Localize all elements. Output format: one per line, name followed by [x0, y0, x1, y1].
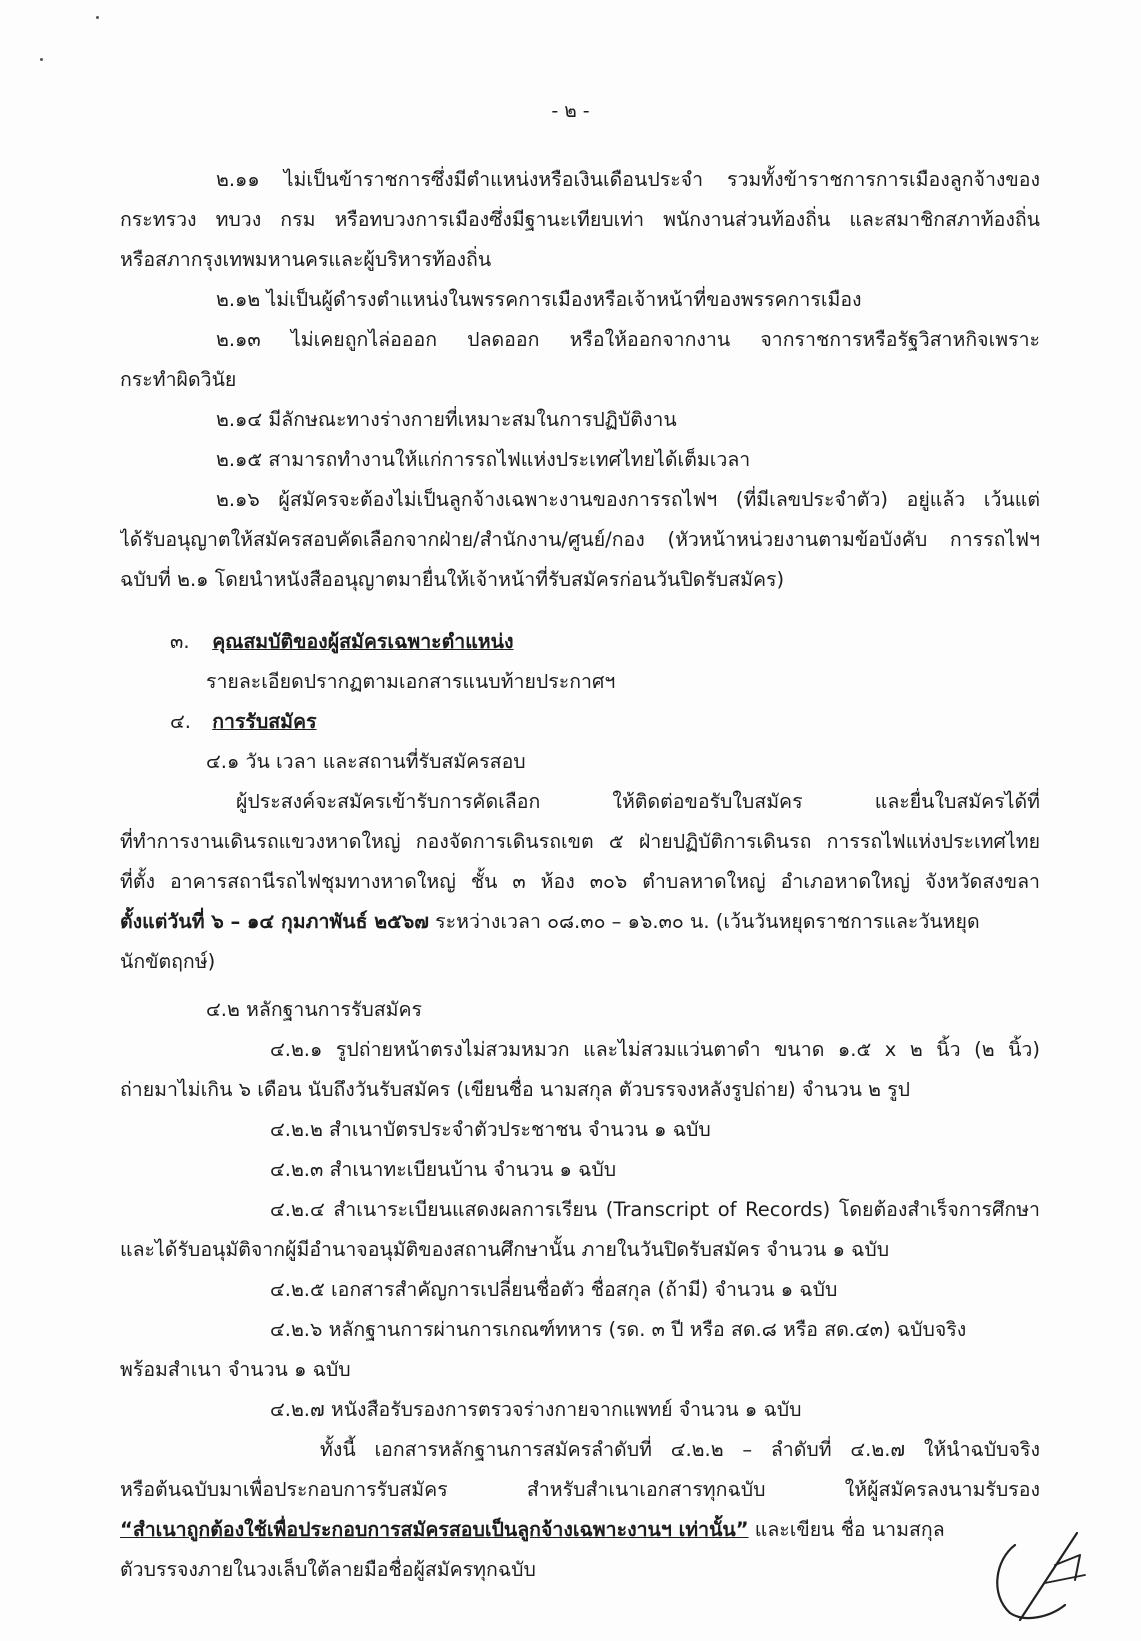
item-4-2-4-line-1: ๔.๒.๔ สำเนาระเบียนแสดงผลการเรียน (Transcript of Records) โดยต้องสำเร็จการศึกษา [270, 1198, 1040, 1221]
clause-2-11-line-1: ๒.๑๑ ไม่เป็นข้าราชการซึ่งมีตำแหน่งหรือเงินเดือนประจำ รวมทั้งข้าราชการการเมืองลูกจ้างของ [216, 168, 1040, 191]
section-4-number: ๔. [170, 710, 191, 733]
section-3-number: ๓. [170, 630, 190, 653]
application-period: ตั้งแต่วันที่ ๖ – ๑๔ กุมภาพันธ์ ๒๕๖๗ [120, 910, 429, 933]
scan-speck [96, 16, 99, 19]
clause-2-15: ๒.๑๕ สามารถทำงานให้แก่การรถไฟแห่งประเทศไทยได้เต็มเวลา [216, 448, 751, 471]
item-4-2-6-line-1: ๔.๒.๖ หลักฐานการผ่านการเกณฑ์ทหาร (รด. ๓ ปี หรือ สด.๘ หรือ สด.๔๓) ฉบับจริง [270, 1318, 967, 1341]
note-line-3 [120, 1510, 990, 1550]
signature-initials [985, 1525, 1095, 1625]
subsection-4-1-line-1: ผู้ประสงค์จะสมัครเข้ารับการคัดเลือก ให้ติดต่อขอรับใบสมัคร และยื่นใบสมัครได้ที่ [236, 790, 1040, 813]
application-hours: ระหว่างเวลา ๐๘.๓๐ – ๑๖.๓๐ น. (เว้นวันหยุดราชการและวันหยุด [428, 910, 980, 933]
item-4-2-1-line-2: ถ่ายมาไม่เกิน ๖ เดือน นับถึงวันรับสมัคร (เขียนชื่อ นามสกุล ตัวบรรจงหลังรูปถ่าย) จำนวน ๒ รูป [120, 1078, 911, 1101]
section-4-heading [170, 702, 1040, 742]
clause-2-13-line-1: ๒.๑๓ ไม่เคยถูกไล่อออก ปลดออก หรือให้ออกจากงาน จากราชการหรือรัฐวิสาหกิจเพราะ [216, 328, 1040, 351]
item-4-2-6-line-2: พร้อมสำเนา จำนวน ๑ ฉบับ [120, 1358, 351, 1381]
subsection-4-1-title: ๔.๑ วัน เวลา และสถานที่รับสมัครสอบ [206, 750, 526, 773]
clause-2-16-line-3: ฉบับที่ ๒.๑ โดยนำหนังสืออนุญาตมายื่นให้เจ้าหน้าที่รับสมัครก่อนวันปิดรับสมัคร) [120, 568, 785, 591]
clause-2-12: ๒.๑๒ ไม่เป็นผู้ดำรงตำแหน่งในพรรคการเมืองหรือเจ้าหน้าที่ของพรรคการเมือง [216, 288, 862, 311]
clause-2-13-line-2: กระทำผิดวินัย [120, 368, 237, 391]
item-4-2-5: ๔.๒.๕ เอกสารสำคัญการเปลี่ยนชื่อตัว ชื่อสกุล (ถ้ามี) จำนวน ๑ ฉบับ [270, 1278, 838, 1301]
clause-2-14: ๒.๑๔ มีลักษณะทางร่างกายที่เหมาะสมในการปฏิบัติงาน [216, 408, 677, 431]
scan-speck [40, 58, 43, 61]
item-4-2-3: ๔.๒.๓ สำเนาทะเบียนบ้าน จำนวน ๑ ฉบับ [270, 1158, 617, 1181]
item-4-2-2: ๔.๒.๒ สำเนาบัตรประจำตัวประชาชน จำนวน ๑ ฉบับ [270, 1118, 711, 1141]
subsection-4-1-line-3: ที่ตั้ง อาคารสถานีรถไฟชุมทางหาดใหญ่ ชั้น ๓ ห้อง ๓๐๖ ตำบลหาดใหญ่ อำเภอหาดใหญ่ จังหวัดสงขลา [120, 870, 1040, 893]
clause-2-11-line-3: หรือสภากรุงเทพมหานครและผู้บริหารท้องถิ่น [120, 248, 492, 271]
note-line-3-rest: และเขียน ชื่อ นามสกุล [748, 1518, 945, 1541]
section-4-title: การรับสมัคร [212, 710, 317, 733]
item-4-2-4-line-2: และได้รับอนุมัติจากผู้มีอำนาจอนุมัติของสถานศึกษานั้น ภายในวันปิดรับสมัคร จำนวน ๑ ฉบับ [120, 1238, 890, 1261]
section-3-detail: รายละเอียดปรากฏตามเอกสารแนบท้ายประกาศฯ [206, 670, 616, 693]
page-number: - ๒ - [551, 100, 590, 122]
note-line-4: ตัวบรรจงภายในวงเล็บใต้ลายมือชื่อผู้สมัครทุกฉบับ [120, 1558, 536, 1581]
item-4-2-1-line-1: ๔.๒.๑ รูปถ่ายหน้าตรงไม่สวมหมวก และไม่สวมแว่นตาดำ ขนาด ๑.๕ x ๒ นิ้ว (๒ นิ้ว) [270, 1038, 1040, 1061]
clause-2-16-line-2: ได้รับอนุญาตให้สมัครสอบคัดเลือกจากฝ่าย/สำนักงาน/ศูนย์/กอง (หัวหน้าหน่วยงานตามข้อบังคับ การรถไฟฯ [120, 528, 1040, 551]
section-3-heading [170, 622, 1040, 662]
subsection-4-1-line-2: ที่ทำการงานเดินรถแขวงหาดใหญ่ กองจัดการเดินรถเขต ๕ ฝ่ายปฏิบัติการเดินรถ การรถไฟแห่งประเทศไทย [120, 830, 1040, 853]
subsection-4-1-line-5: นักขัตฤกษ์) [120, 950, 216, 973]
item-4-2-7: ๔.๒.๗ หนังสือรับรองการตรวจร่างกายจากแพทย์ จำนวน ๑ ฉบับ [270, 1398, 802, 1421]
clause-2-16-line-1: ๒.๑๖ ผู้สมัครจะต้องไม่เป็นลูกจ้างเฉพาะงานของการรถไฟฯ (ที่มีเลขประจำตัว) อยู่แล้ว เว้นแต่ [216, 488, 1040, 511]
clause-2-11-line-2: กระทรวง ทบวง กรม หรือทบวงการเมืองซึ่งมีฐานะเทียบเท่า พนักงานส่วนท้องถิ่น และสมาชิกสภาท้องถิ่น [120, 208, 1040, 231]
note-line-1: ทั้งนี้ เอกสารหลักฐานการสมัครลำดับที่ ๔.๒.๒ – ลำดับที่ ๔.๒.๗ ให้นำฉบับจริง [320, 1438, 1040, 1461]
section-3-title: คุณสมบัติของผู้สมัครเฉพาะตำแหน่ง [212, 630, 514, 653]
subsection-4-1-line-4 [120, 902, 1040, 942]
certification-phrase: “สำเนาถูกต้องใช้เพื่อประกอบการสมัครสอบเป็นลูกจ้างเฉพาะงานฯ เท่านั้น” [120, 1518, 749, 1541]
subsection-4-2-title: ๔.๒ หลักฐานการรับสมัคร [206, 998, 423, 1021]
note-line-2: หรือต้นฉบับมาเพื่อประกอบการรับสมัคร สำหรับสำเนาเอกสารทุกฉบับ ให้ผู้สมัครลงนามรับรอง [120, 1478, 1040, 1501]
